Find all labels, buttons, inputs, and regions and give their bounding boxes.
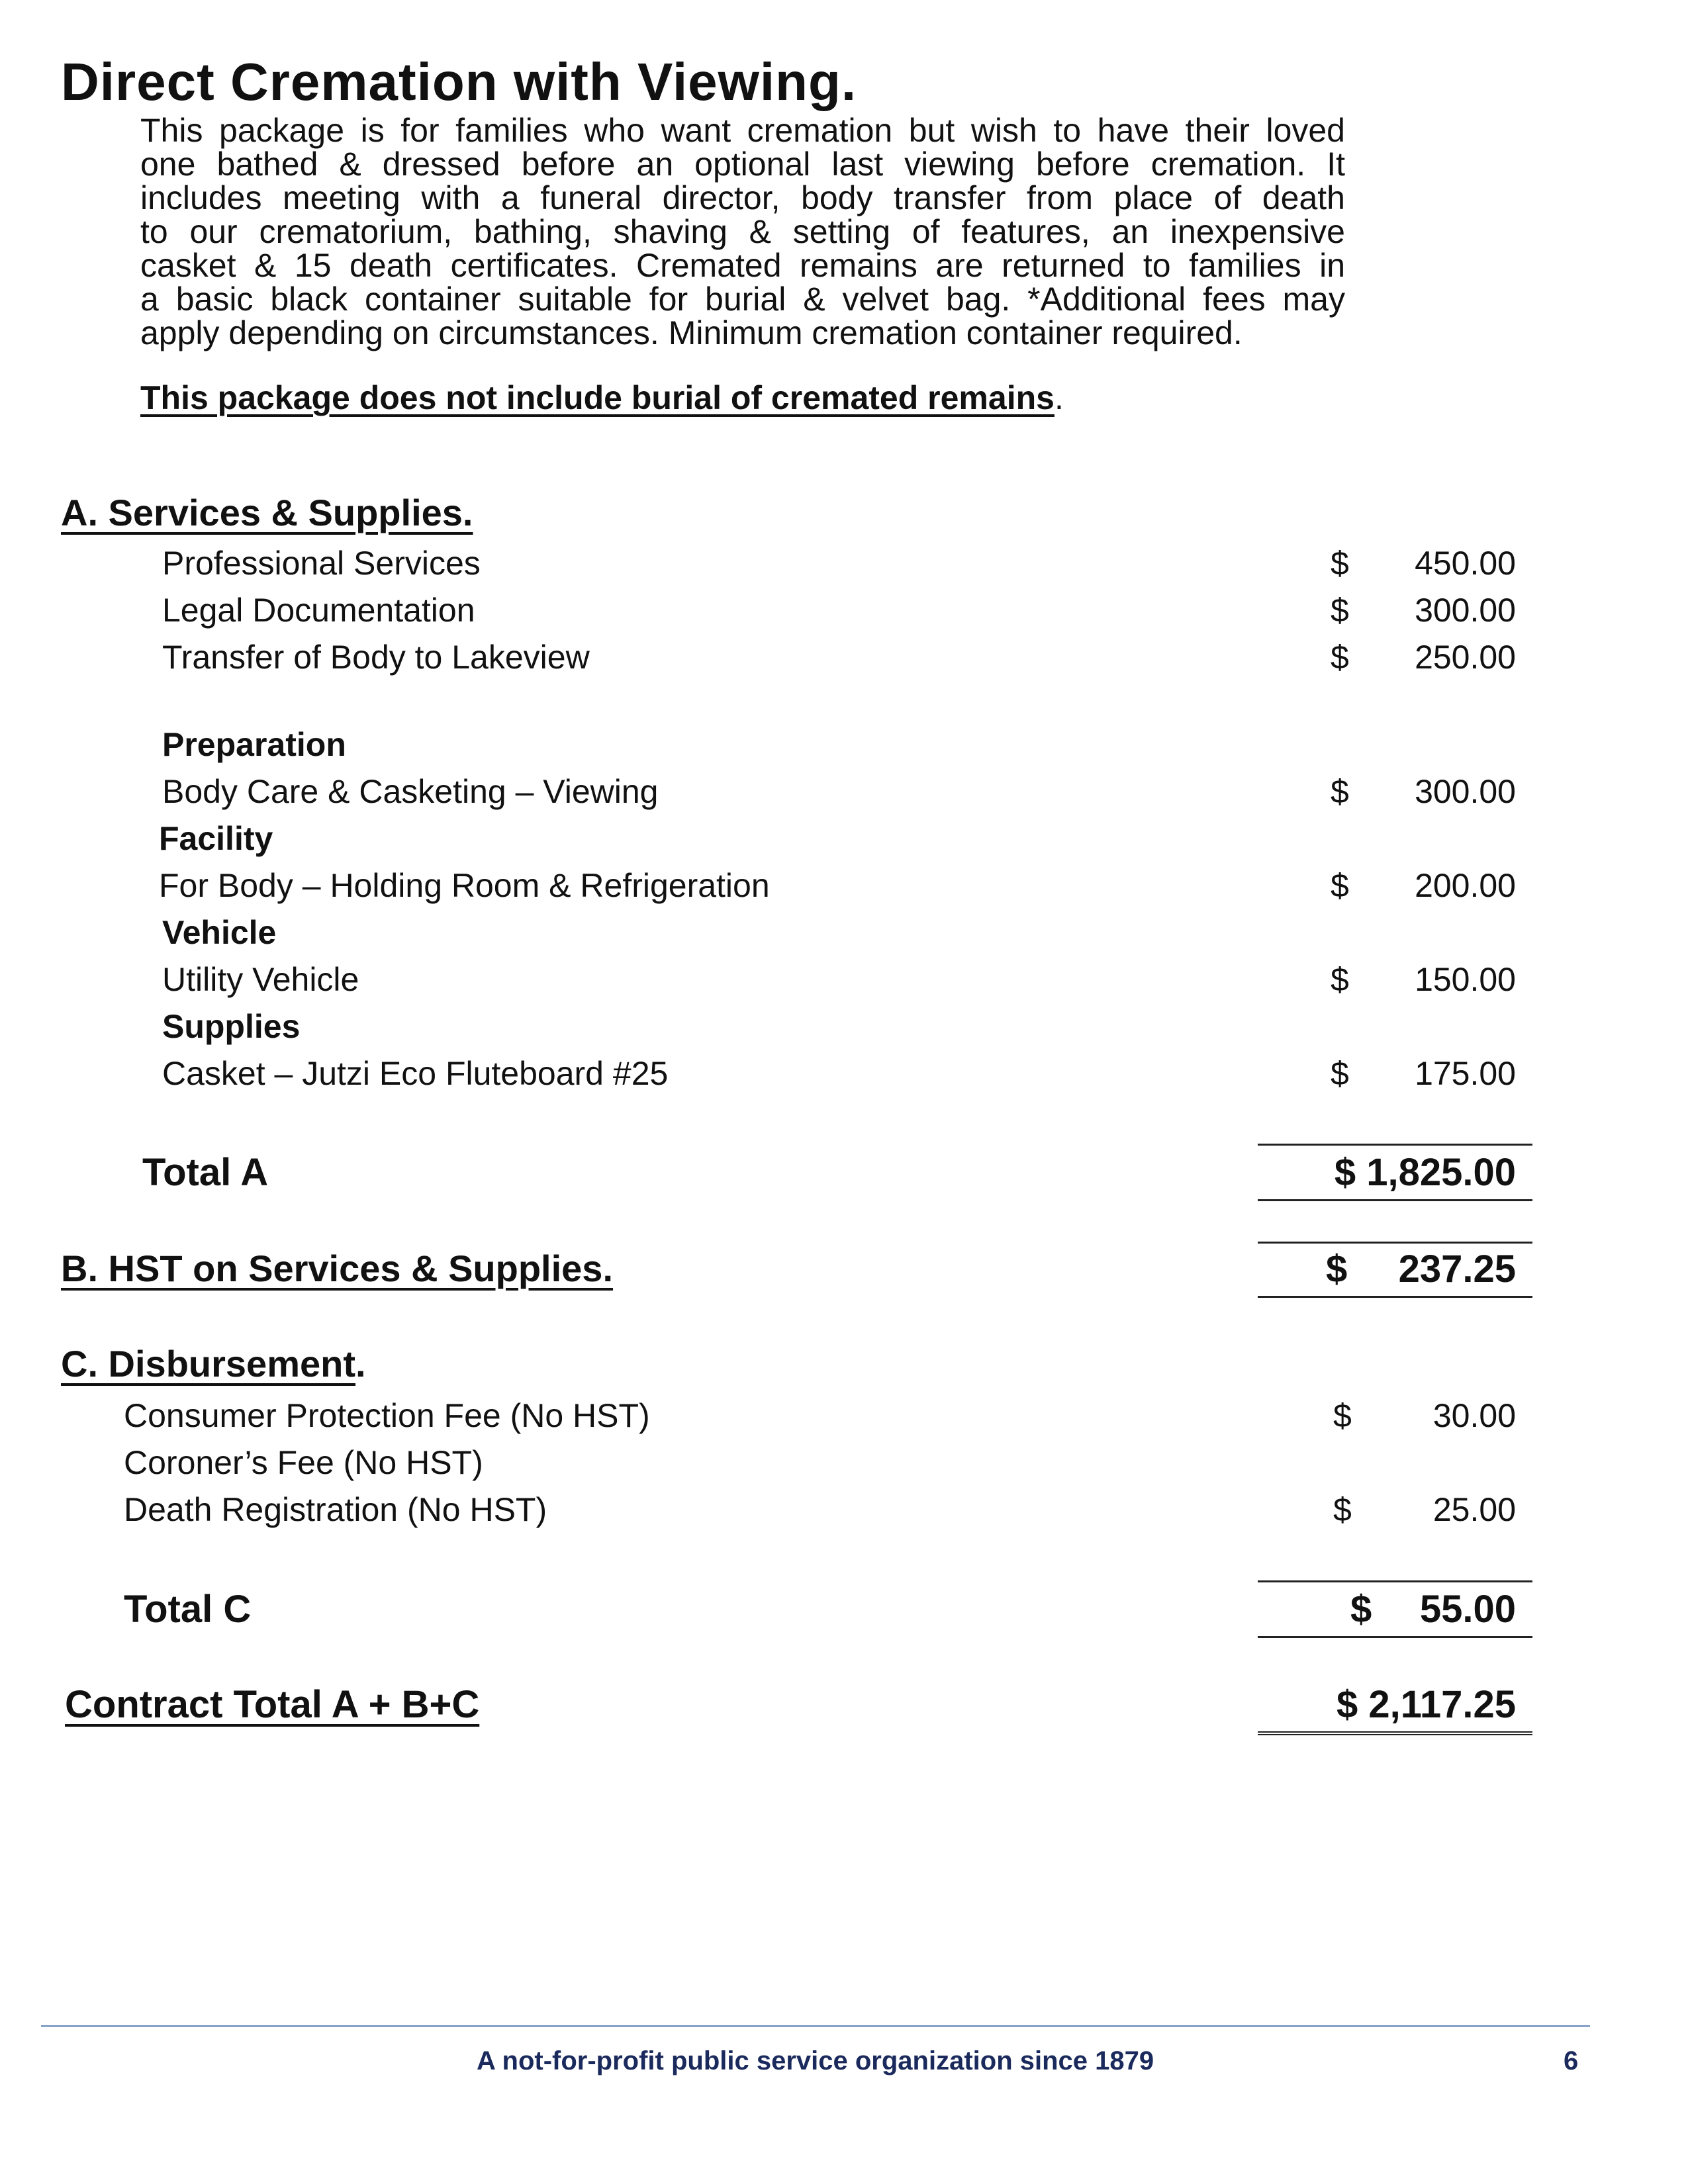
description-line: This package is for families who want cremation but wish to have their loved xyxy=(140,112,1345,149)
package-description xyxy=(140,114,1345,350)
total-c-top-rule xyxy=(1258,1580,1532,1582)
line-item-amount: 150.00 xyxy=(1415,961,1516,998)
page-number: 6 xyxy=(1564,2046,1579,2075)
line-item-label: Professional Services xyxy=(162,545,481,582)
footer-tagline: A not-for-profit public service organization since 1879 xyxy=(477,2046,1154,2075)
total-a-label: Total A xyxy=(142,1151,269,1194)
line-item-label: Consumer Protection Fee (No HST) xyxy=(124,1397,650,1434)
description-line: a basic black container suitable for burial & velvet bag. *Additional fees may xyxy=(140,281,1345,318)
contract-total-double-rule xyxy=(1258,1731,1532,1735)
contract-total-label: Contract Total A + B+C xyxy=(65,1683,480,1726)
exclusion-note-period: . xyxy=(1054,379,1064,416)
currency-symbol: $ xyxy=(1333,1491,1352,1528)
currency-symbol: $ xyxy=(1331,773,1349,810)
total-a-value: $ 1,825.00 xyxy=(1334,1151,1516,1194)
exclusion-note-text: This package does not include burial of cremated remains xyxy=(140,379,1055,416)
line-item-label: Legal Documentation xyxy=(162,592,475,629)
description-line: apply depending on circumstances. Minimum cremation container required. xyxy=(140,314,1243,351)
line-item-amount: 300.00 xyxy=(1415,773,1516,810)
group-title-preparation: Preparation xyxy=(162,726,346,763)
page-title: Direct Cremation with Viewing. xyxy=(61,52,857,111)
total-c-bottom-rule xyxy=(1258,1636,1532,1638)
line-item-label: Coroner’s Fee (No HST) xyxy=(124,1444,483,1481)
line-item-amount: 200.00 xyxy=(1415,867,1516,904)
section-a-heading: A. Services & Supplies. xyxy=(61,492,473,533)
currency-symbol: $ xyxy=(1331,545,1349,582)
description-line: to our crematorium, bathing, shaving & setting of features, an inexpensive xyxy=(140,213,1345,250)
line-item-amount: 30.00 xyxy=(1432,1397,1516,1434)
currency-symbol: $ xyxy=(1331,639,1349,676)
group-title-vehicle: Vehicle xyxy=(162,914,277,951)
line-item-amount: 450.00 xyxy=(1415,545,1516,582)
line-item-amount: 25.00 xyxy=(1432,1491,1516,1528)
section-c-heading-wrap xyxy=(61,1342,366,1385)
section-c-heading: C. Disbursement xyxy=(61,1343,355,1385)
currency-symbol: $ xyxy=(1331,867,1349,904)
line-item-label: Utility Vehicle xyxy=(162,961,359,998)
line-item-label: For Body – Holding Room & Refrigeration xyxy=(159,867,770,904)
section-b-heading: B. HST on Services & Supplies. xyxy=(61,1248,614,1289)
hst-amount: 237.25 xyxy=(1398,1248,1516,1291)
line-item-amount: 300.00 xyxy=(1415,592,1516,629)
contract-total-value: $ 2,117.25 xyxy=(1336,1683,1516,1726)
section-c-heading-period: . xyxy=(355,1343,366,1385)
description-line: casket & 15 death certificates. Cremated remains are returned to families in xyxy=(140,247,1345,284)
section-b-top-rule xyxy=(1258,1242,1532,1244)
description-line: includes meeting with a funeral director, body transfer from place of death xyxy=(140,179,1345,216)
total-c-amount: 55.00 xyxy=(1419,1588,1516,1631)
line-item-label: Death Registration (No HST) xyxy=(124,1491,547,1528)
section-b-bottom-rule xyxy=(1258,1296,1532,1298)
currency-symbol: $ xyxy=(1350,1588,1372,1631)
total-a-bottom-rule xyxy=(1258,1199,1532,1201)
line-item-label: Casket – Jutzi Eco Fluteboard #25 xyxy=(162,1055,669,1092)
group-title-supplies: Supplies xyxy=(162,1008,301,1045)
description-line: one bathed & dressed before an optional last viewing before cremation. It xyxy=(140,146,1345,183)
currency-symbol: $ xyxy=(1333,1397,1352,1434)
exclusion-note xyxy=(140,379,1064,417)
total-a-top-rule xyxy=(1258,1144,1532,1146)
currency-symbol: $ xyxy=(1331,592,1349,629)
line-item-amount: 250.00 xyxy=(1415,639,1516,676)
line-item-label: Transfer of Body to Lakeview xyxy=(162,639,590,676)
currency-symbol: $ xyxy=(1326,1248,1348,1291)
line-item-amount: 175.00 xyxy=(1415,1055,1516,1092)
footer-divider xyxy=(41,2025,1590,2027)
currency-symbol: $ xyxy=(1331,1055,1349,1092)
currency-symbol: $ xyxy=(1331,961,1349,998)
line-item-label: Body Care & Casketing – Viewing xyxy=(162,773,659,810)
total-c-label: Total C xyxy=(124,1588,252,1631)
group-title-facility: Facility xyxy=(159,820,273,857)
